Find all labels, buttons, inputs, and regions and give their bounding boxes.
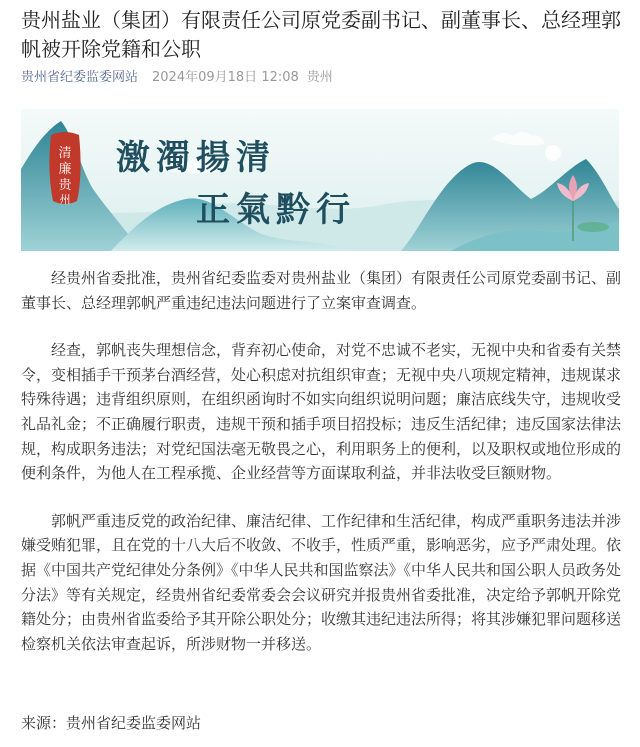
meta-datetime: 2024年09月18日 12:08 bbox=[152, 70, 299, 85]
article-footer-source: 来源：贵州省纪委监委网站 bbox=[21, 714, 202, 732]
svg-text:州: 州 bbox=[59, 193, 71, 206]
article-body bbox=[21, 266, 621, 679]
seal-stamp-icon bbox=[49, 132, 80, 206]
banner-image bbox=[21, 109, 619, 251]
banner-slogan-line2: 正氣黔行 bbox=[196, 190, 356, 230]
svg-text:清: 清 bbox=[58, 146, 72, 161]
article-meta bbox=[21, 69, 333, 87]
article-title: 贵州盐业（集团）有限责任公司原党委副书记、副董事长、总经理郭帆被开除党籍和公职 bbox=[21, 8, 621, 61]
banner-sun bbox=[545, 145, 561, 161]
banner-slogan-line1: 激濁揚清 bbox=[116, 138, 276, 178]
svg-text:廉: 廉 bbox=[58, 162, 72, 177]
meta-source-link[interactable]: 贵州省纪委监委网站 bbox=[21, 70, 139, 85]
svg-text:贵: 贵 bbox=[58, 178, 72, 193]
meta-location: 贵州 bbox=[306, 70, 333, 85]
body-paragraph-2: 经查，郭帆丧失理想信念，背弃初心使命，对党不忠诚不老实，无视中央和省委有关禁令，变相插手干预茅台酒经营，处心积虑对抗组织审查；无视中央八项规定精神，违规谋求特殊待遇；违背组织原则，在组织函询时不如实向组织说明问题；廉洁底线失守，违规收受礼品礼金；不正确履行职责，违规干预和插手项目招投标；违反生活纪律；违反国家法律法规，构成职务违法；对党纪国法毫无敬畏之心，利用职务上的便利，以及职权或地位形成的便利条件，为他人在工程承揽、企业经营等方面谋取利益，并非法收受巨额财物。 bbox=[21, 341, 622, 483]
body-paragraph-1: 经贵州省委批准，贵州省纪委监委对贵州盐业（集团）有限责任公司原党委副书记、副董事长、总经理郭帆严重违纪违法问题进行了立案审查调查。 bbox=[21, 269, 622, 312]
body-paragraph-3: 郭帆严重违反党的政治纪律、廉洁纪律、工作纪律和生活纪律，构成严重职务违法并涉嫌受贿犯罪，且在党的十八大后不收敛、不收手，性质严重，影响恶劣，应予严肃处理。依据《中国共产党纪律处分条例》《中华人民共和国监察法》《中华人民共和国公职人员政务处分法》等有关规定，经贵州省纪委常委会会议研究并报贵州省委批准，决定给予郭帆开除党籍处分；由贵州省监委给予其开除公职处分；收缴其违纪违法所得；将其涉嫌犯罪问题移送检察机关依法审查起诉，所涉财物一并移送。 bbox=[21, 511, 622, 653]
